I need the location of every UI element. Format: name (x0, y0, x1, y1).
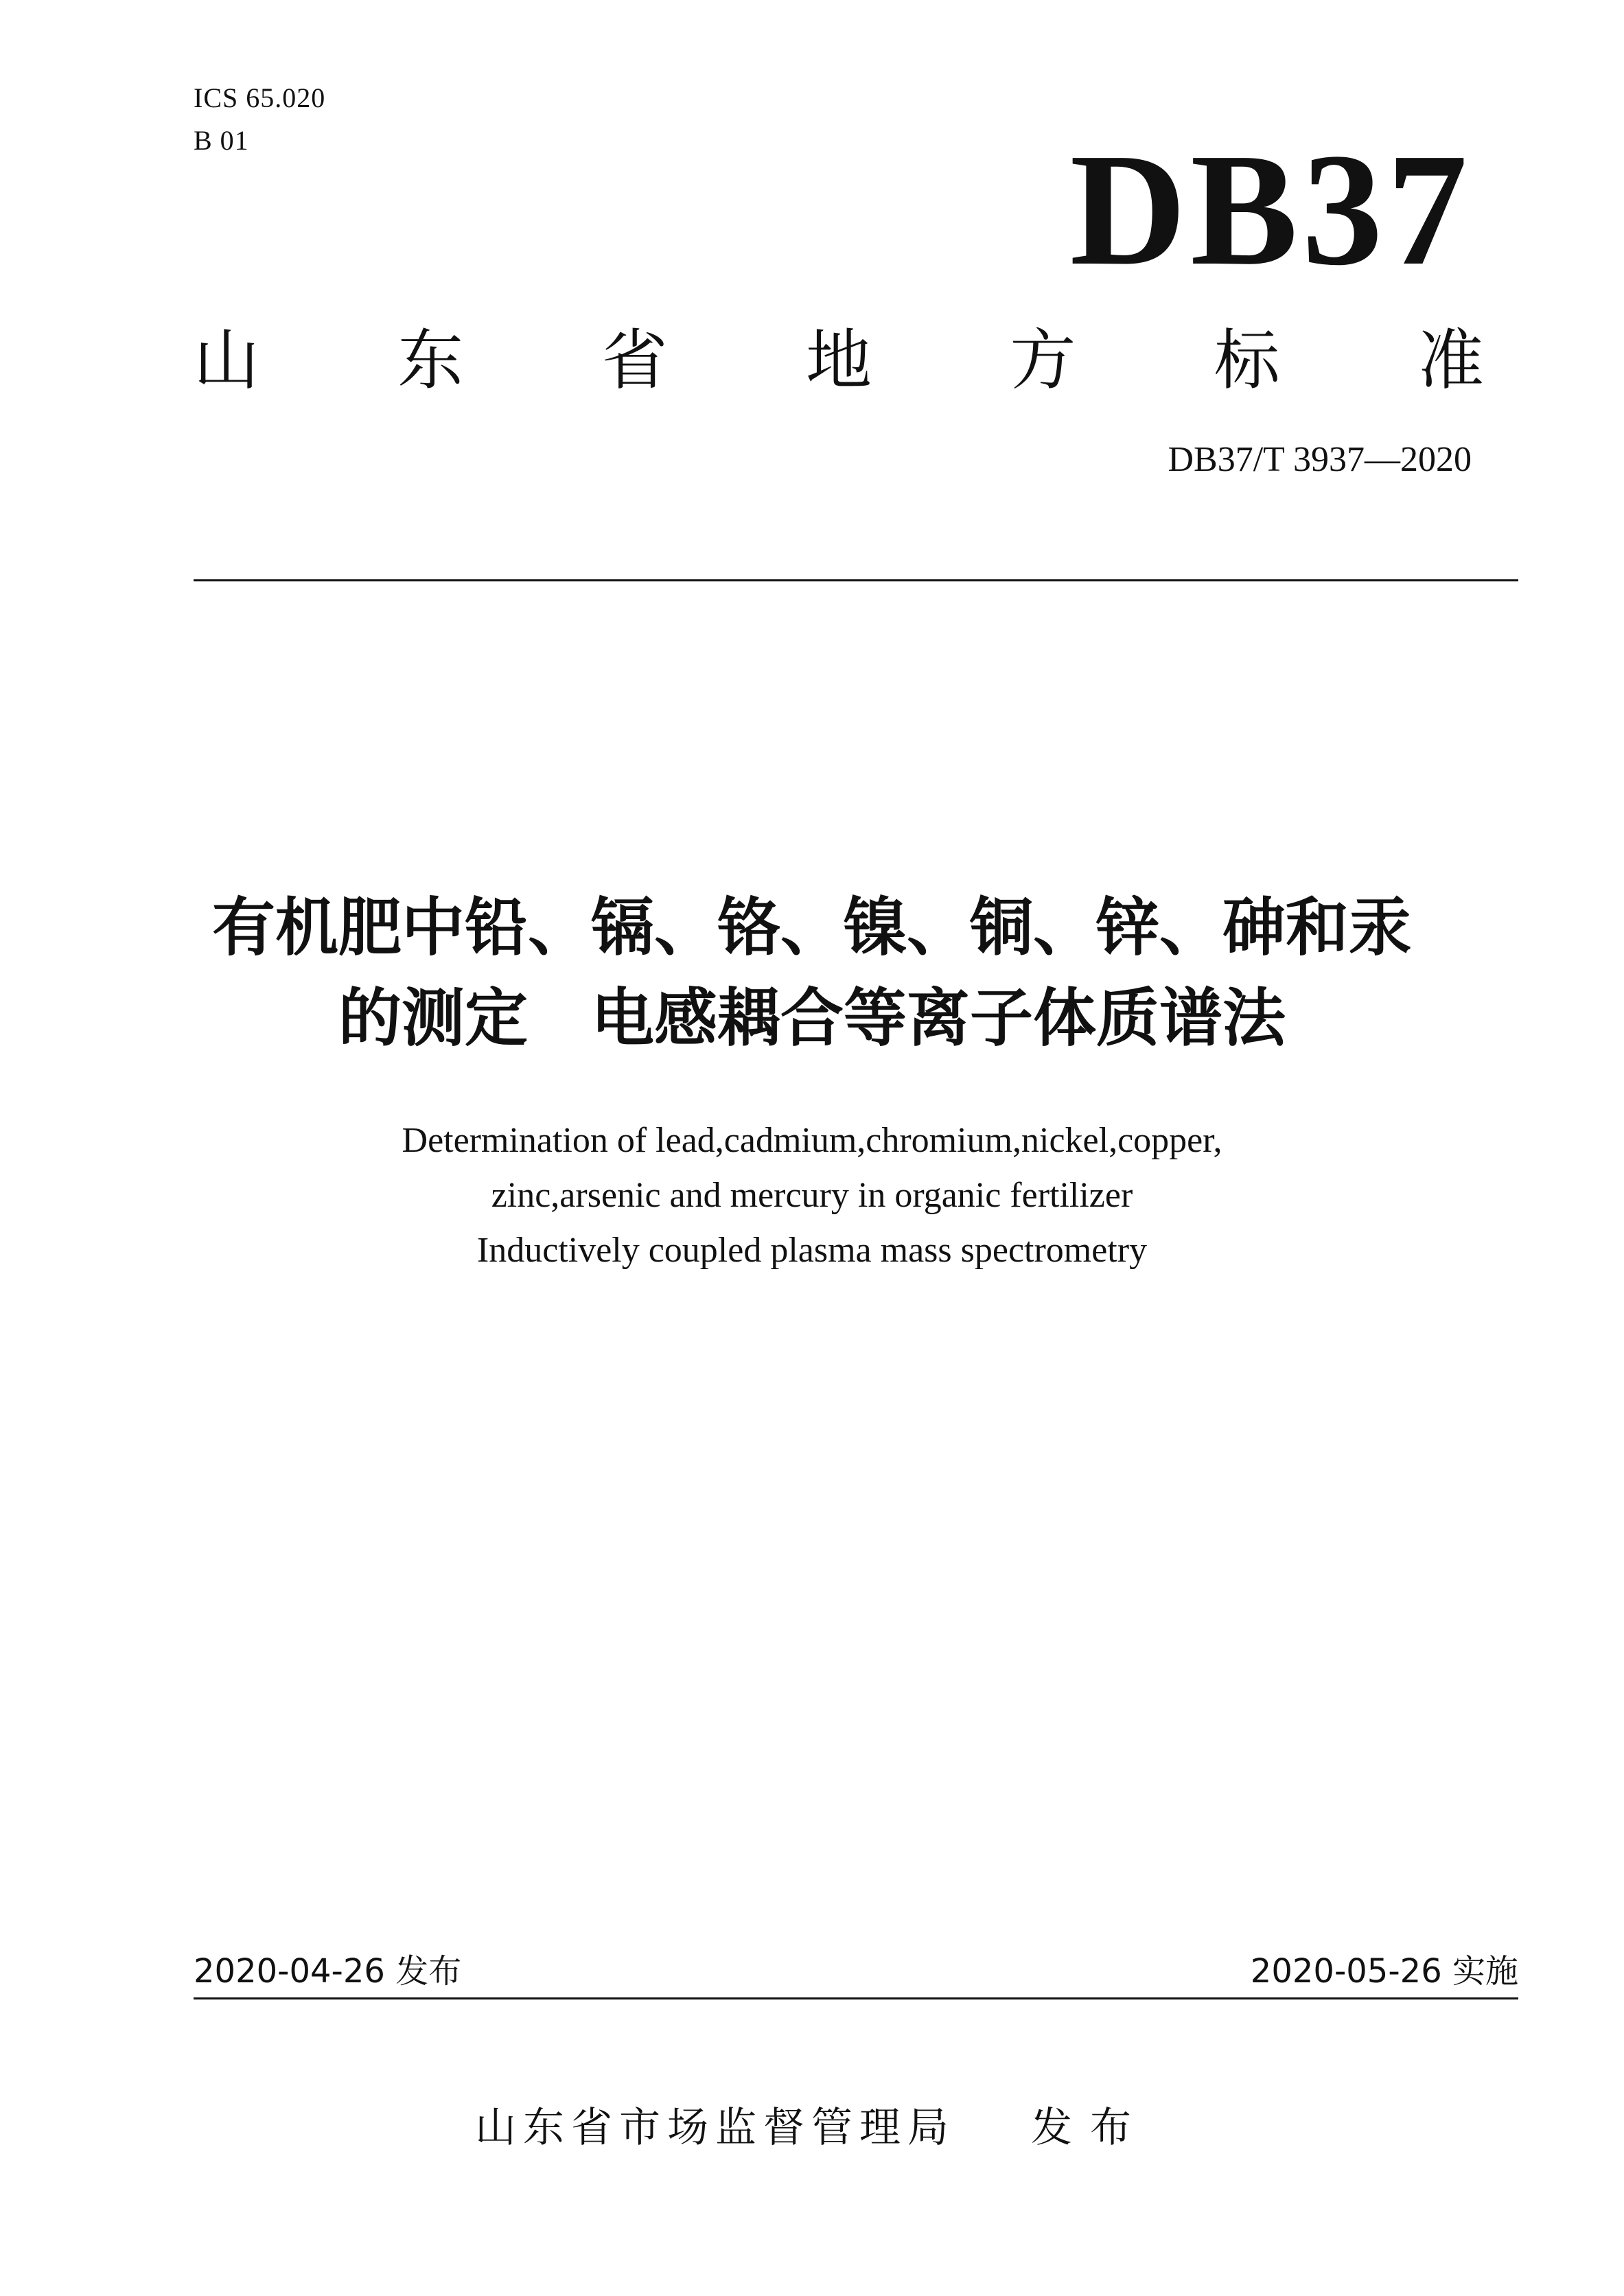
issue-date: 2020-04-26 发布 (194, 1952, 462, 1991)
issuer-org: 山东省市场监督管理局 (475, 2104, 955, 2152)
standard-type-char: 准 (1417, 322, 1484, 399)
standard-type-char: 东 (397, 322, 464, 399)
title-cn-line2: 的测定 电感耦合等离子体质谱法 (338, 982, 1286, 1055)
ccs-code: B 01 (194, 125, 249, 156)
issuer-action: 发布 (1031, 2104, 1149, 2152)
standard-type (194, 323, 1484, 398)
issuer (0, 2100, 1624, 2155)
standard-type-char: 省 (601, 322, 668, 399)
standard-logo: DB37 (1069, 120, 1472, 299)
standard-type-char: 标 (1214, 322, 1280, 399)
standard-number: DB37/T 3937—2020 (1168, 440, 1472, 479)
title-en-line3: Inductively coupled plasma mass spectrometry (476, 1231, 1148, 1270)
title-en-line2: zinc,arsenic and mercury in organic fertilizer (491, 1176, 1133, 1215)
standard-type-char: 山 (194, 322, 259, 399)
top-divider (194, 579, 1518, 581)
bottom-divider (194, 1997, 1518, 1999)
implementation-date: 2020-05-26 实施 (1250, 1952, 1518, 1991)
ics-code: ICS 65.020 (194, 82, 326, 113)
standard-type-char: 地 (805, 322, 872, 399)
standard-type-char: 方 (1010, 322, 1076, 399)
title-cn-line1: 有机肥中铅、镉、铬、镍、铜、锌、砷和汞 (211, 891, 1412, 964)
title-en-line1: Determination of lead,cadmium,chromium,nickel,copper, (402, 1121, 1222, 1160)
